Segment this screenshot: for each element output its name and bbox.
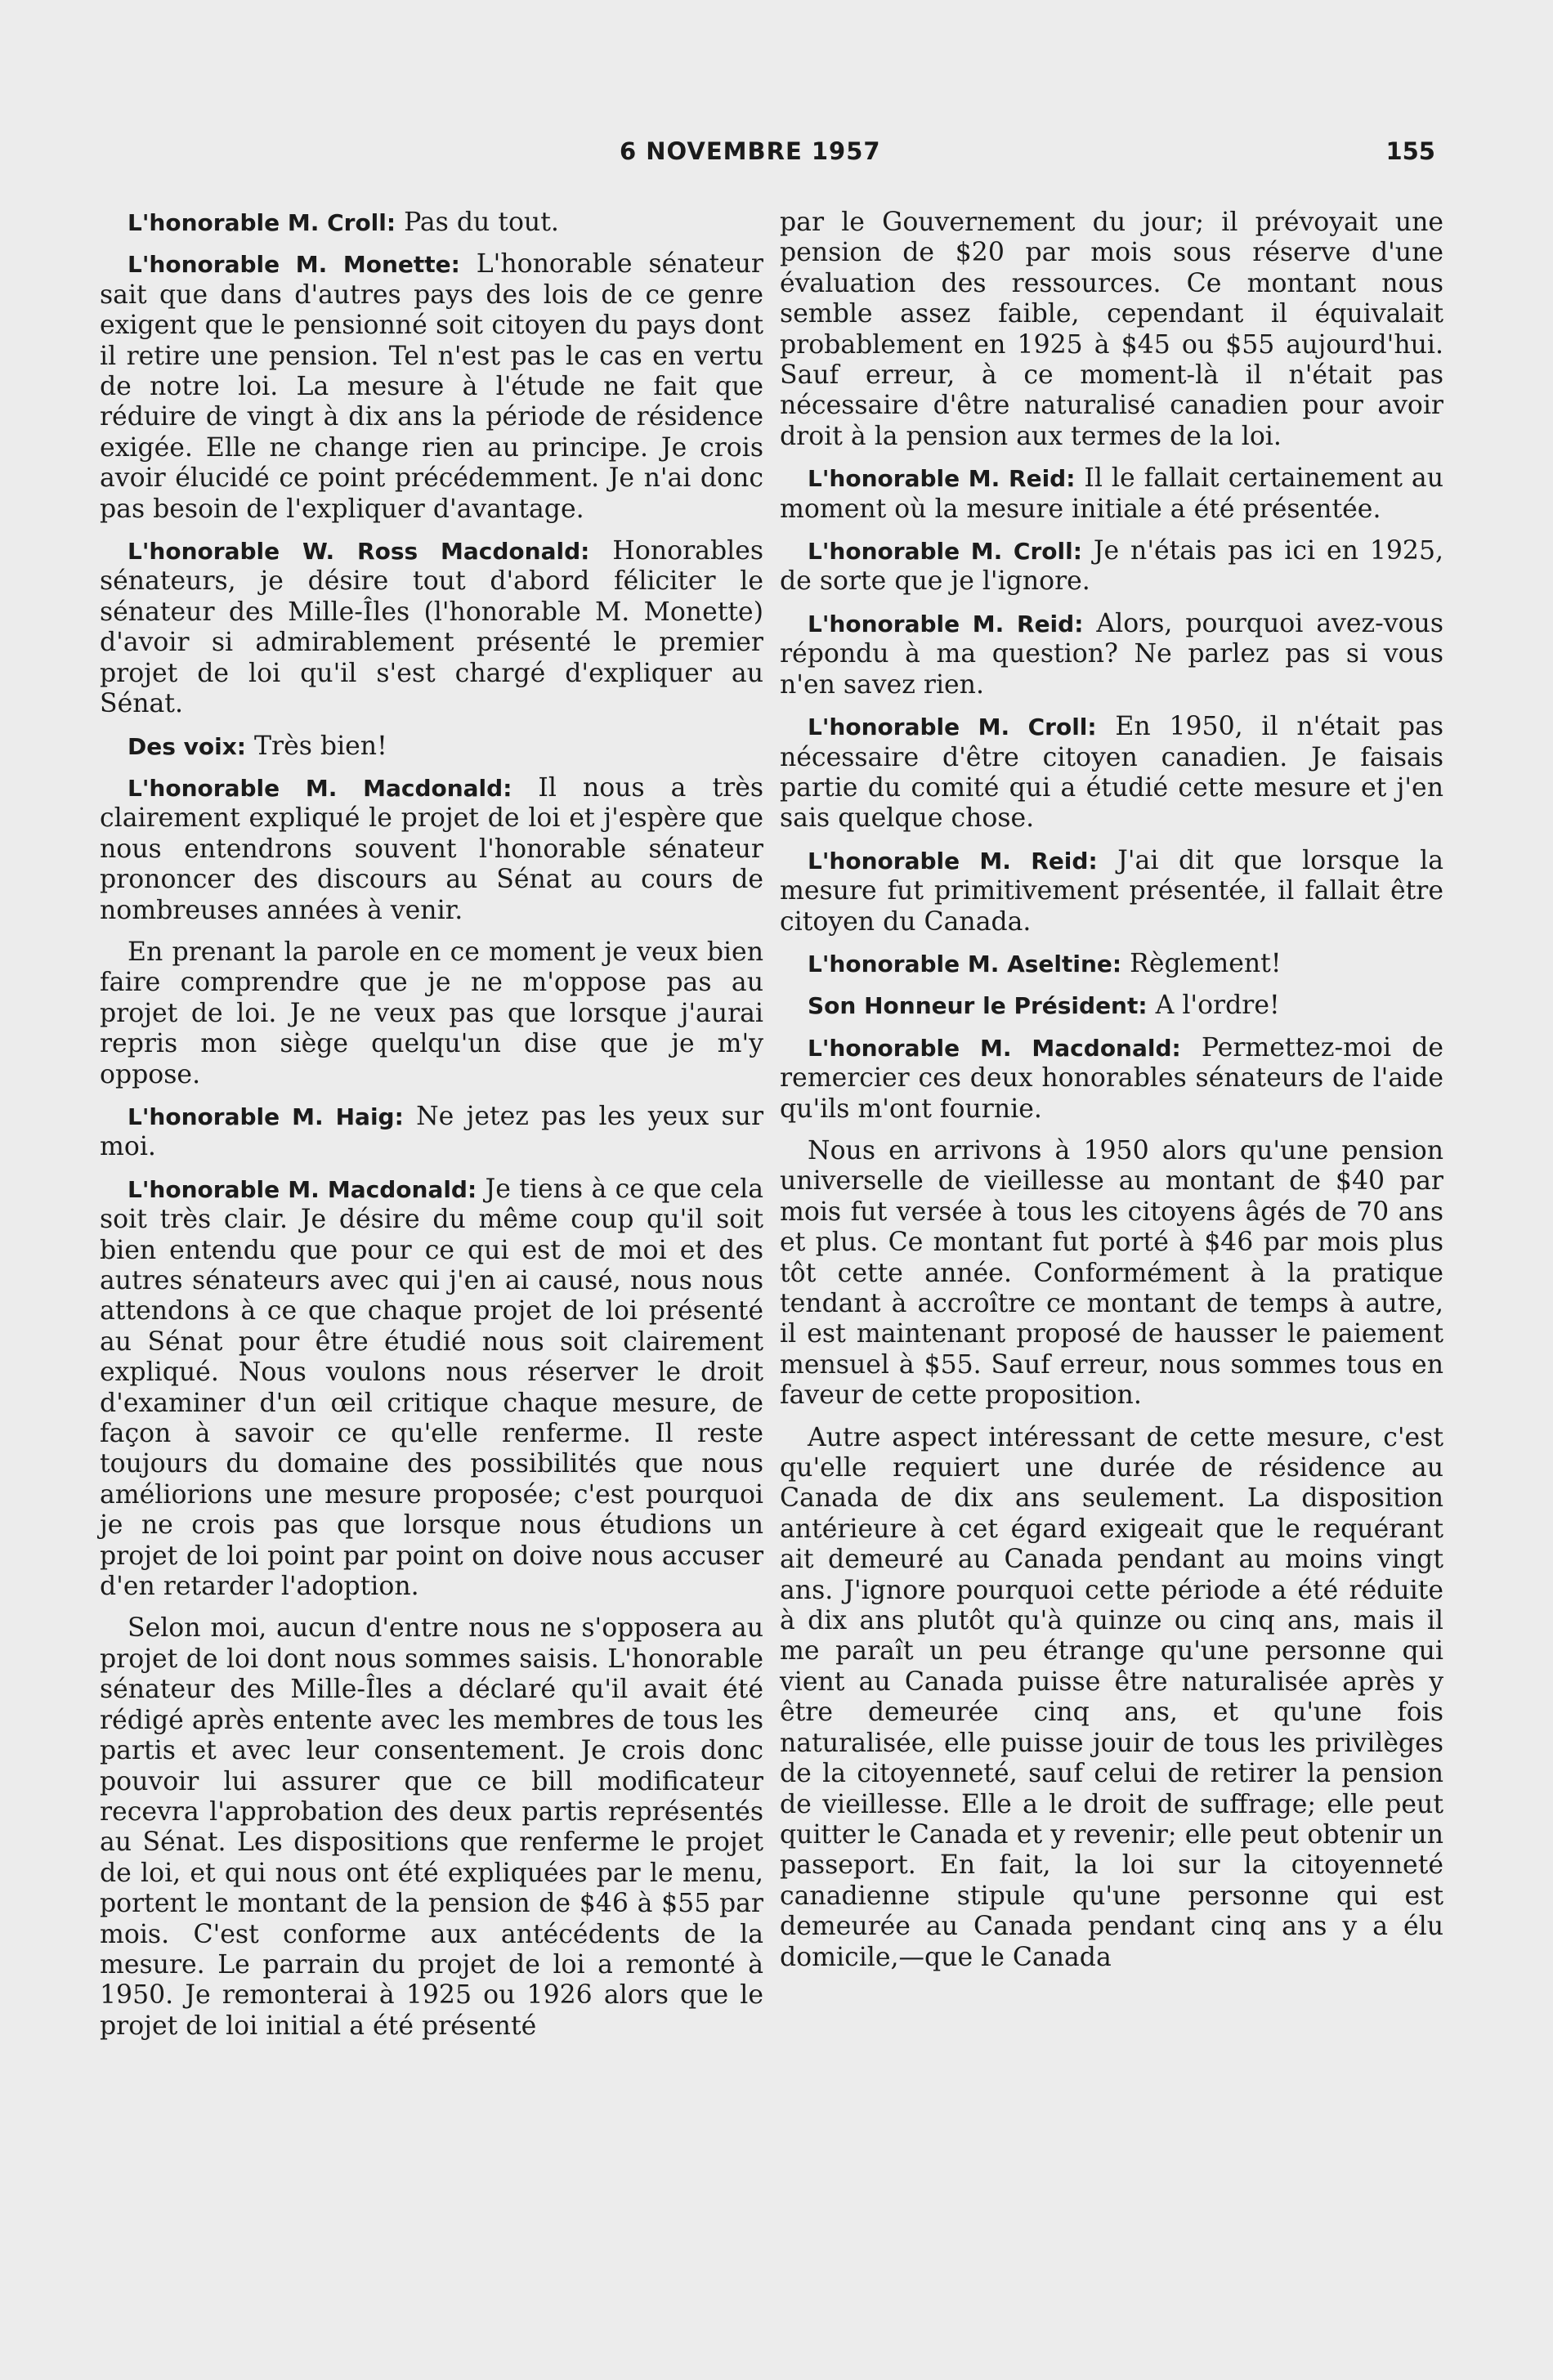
speaker-name: L'honorable W. Ross Macdonald:: [128, 538, 590, 566]
paragraph: [100, 773, 763, 926]
paragraph-text: En prenant la parole en ce moment je veux bien faire comprendre que je ne m'oppose pas au projet de loi. Je ne veux pas que lorsque j'aurai repris mon siège quelqu'un dise que je m'y oppose.: [100, 937, 763, 1089]
paragraph-text: Il nous a très clairement expliqué le projet de loi et j'espère que nous entendrons souvent l'honorable sénateur prononcer des discours au Sénat au cours de nombreuses années à venir.: [100, 772, 764, 925]
paragraph: [780, 1033, 1443, 1125]
speaker-name: L'honorable M. Haig:: [128, 1103, 404, 1130]
header-date: 6 NOVEMBRE 1957: [620, 137, 881, 165]
speaker-name: L'honorable M. Croll:: [808, 538, 1082, 566]
paragraph-text: Règlement!: [1121, 948, 1282, 978]
speaker-name: L'honorable M. Croll:: [128, 209, 396, 236]
paragraph: [100, 1174, 763, 1603]
paragraph-text: Permettez-moi de remercier ces deux honorables sénateurs de l'aide qu'ils m'ont fournie.: [780, 1032, 1443, 1124]
paragraph-text: Nous en arrivons à 1950 alors qu'une pension universelle de vieillesse au montant de $40 par mois fut versée à tous les citoyens âgés de 70 ans et plus. Ce montant fut porté à $46 par mois plus tôt cette année. Conformément à la pratique tendant à accroître ce montant de temps à autre, il est maintenant proposé de hausser le paiement mensuel à $55. Sauf erreur, nous sommes tous en faveur de cette proposition.: [780, 1135, 1443, 1411]
right-column: [780, 208, 1443, 1984]
speaker-name: L'honorable M. Macdonald:: [128, 774, 512, 802]
paragraph: [780, 846, 1443, 937]
speaker-name: L'honorable M. Reid:: [808, 610, 1084, 638]
paragraph-text: L'honorable sénateur sait que dans d'autres pays des lois de ce genre exigent que le pensionné soit citoyen du pays dont il retire une pension. Tel n'est pas le cas en vertu de notre loi. La mesure à l'étude ne fait que réduire de vingt à dix ans la période de résidence exigée. Elle ne change rien au principe. Je crois avoir élucidé ce point précédemment. Je n'ai donc pas besoin de l'expliquer d'avantage.: [100, 249, 763, 524]
paragraph: [780, 536, 1443, 597]
paragraph-text: Très bien!: [246, 731, 387, 761]
paragraph: [100, 937, 763, 1090]
page-number: 155: [1385, 137, 1435, 165]
paragraph: [780, 991, 1443, 1021]
speaker-name: L'honorable M. Aseltine:: [808, 950, 1122, 978]
paragraph-text: Alors, pourquoi avez-vous répondu à ma question? Ne parlez pas si vous n'en savez rien.: [780, 608, 1443, 700]
paragraph: [780, 712, 1443, 834]
speaker-name: Son Honneur le Président:: [808, 992, 1148, 1020]
speaker-name: L'honorable M. Reid:: [808, 465, 1076, 493]
paragraph-text: Pas du tout.: [396, 208, 559, 237]
speaker-name: L'honorable M. Croll:: [808, 714, 1097, 741]
speaker-name: L'honorable M. Monette:: [128, 251, 460, 279]
paragraph: [100, 249, 763, 525]
paragraph: [780, 1136, 1443, 1411]
paragraph: [100, 1102, 763, 1163]
paragraph-text: Je tiens à ce que cela soit très clair. Je désire du même coup qu'il soit bien entendu que pour ce qui est de moi et des autres sénateurs avec qui j'en ai causé, nous nous attendons à ce que chaque projet de loi présenté au Sénat pour être étudié nous soit clairement expliqué. Nous voulons nous réserver le droit d'examiner d'un œil critique chaque mesure, de façon à savoir ce qu'elle renferme. Il reste toujours du domaine des possibilités que nous améliorions une mesure proposée; c'est pourquoi je ne crois pas que lorsque nous étudions un projet de loi point par point on doive nous accuser d'en retarder l'adoption.: [100, 1174, 763, 1602]
paragraph-text: Selon moi, aucun d'entre nous ne s'opposera au projet de loi dont nous sommes saisis. L'honorable sénateur des Mille-Îles a déclaré qu'il avait été rédigé après entente avec les membres de tous les partis et avec leur consentement. Je crois donc pouvoir lui assurer que ce bill modificateur recevra l'approbation des deux partis représentés au Sénat. Les dispositions que renferme le projet de loi, et qui nous ont été expliquées par le menu, portent le montant de la pension de $46 à $55 par mois. C'est conforme aux antécédents de la mesure. Le parrain du projet de loi a remonté à 1950. Je remonterai à 1925 ou 1926 alors que le projet de loi initial a été présenté: [100, 1613, 763, 2041]
speaker-name: L'honorable M. Macdonald:: [128, 1175, 477, 1203]
paragraph-text: par le Gouvernement du jour; il prévoyait une pension de $20 par mois sous réserve d'une évaluation des ressources. Ce montant nous semble assez faible, cependant il équivalait probablement en 1925 à $45 ou $55 aujourd'hui. Sauf erreur, à ce moment-là il n'était pas nécessaire d'être naturalisé canadien pour avoir droit à la pension aux termes de la loi.: [780, 208, 1443, 451]
paragraph-text: Honorables sénateurs, je désire tout d'abord féliciter le sénateur des Mille-Îles (l'honorable M. Monette) d'avoir si admirablement présenté le premier projet de loi qu'il s'est chargé d'expliquer au Sénat.: [100, 536, 763, 719]
paragraph: [780, 208, 1443, 452]
paragraph-text: J'ai dit que lorsque la mesure fut primitivement présentée, il fallait être citoyen du Canada.: [780, 845, 1443, 937]
left-column: [100, 208, 763, 2053]
paragraph: [100, 1613, 763, 2042]
speaker-name: Des voix:: [128, 732, 246, 760]
paragraph: [780, 463, 1443, 525]
paragraph-text: A l'ordre!: [1147, 991, 1280, 1021]
paragraph-text: Ne jetez pas les yeux sur moi.: [100, 1101, 764, 1162]
speaker-name: L'honorable M. Reid:: [808, 847, 1098, 875]
paragraph-text: En 1950, il n'était pas nécessaire d'être citoyen canadien. Je faisais partie du comité qui a étudié cette mesure et j'en sais quelque chose.: [780, 712, 1443, 834]
paragraph: [100, 536, 763, 719]
paragraph: [780, 609, 1443, 700]
paragraph: [100, 208, 763, 238]
paragraph-text: Autre aspect intéressant de cette mesure, c'est qu'elle requiert une durée de résidence au Canada de dix ans seulement. La disposition antérieure à cet égard exigeait que le requérant ait demeuré au Canada pendant au moins vingt ans. J'ignore pourquoi cette période a été réduite à dix ans plutôt qu'à quinze ou cinq ans, mais il me paraît un peu étrange qu'une personne qui vient au Canada puisse être naturalisée après y être demeurée cinq ans, et qu'une fois naturalisée, elle puisse jouir de tous les privilèges de la citoyenneté, sauf celui de retirer la pension de vieillesse. Elle a le droit de suffrage; elle peut quitter le Canada et y revenir; elle peut obtenir un passeport. En fait, la loi sur la citoyenneté canadienne stipule qu'une personne qui est demeurée au Canada pendant cinq ans y a élu domicile,—que le Canada: [780, 1422, 1443, 1972]
paragraph: [780, 1423, 1443, 1973]
speaker-name: L'honorable M. Macdonald:: [808, 1034, 1181, 1062]
paragraph: [100, 731, 763, 762]
paragraph: [780, 949, 1443, 979]
paragraph-text: Je n'étais pas ici en 1925, de sorte que je l'ignore.: [780, 536, 1443, 597]
paragraph-text: Il le fallait certainement au moment où la mesure initiale a été présentée.: [780, 463, 1443, 524]
page-header: [0, 137, 1553, 186]
